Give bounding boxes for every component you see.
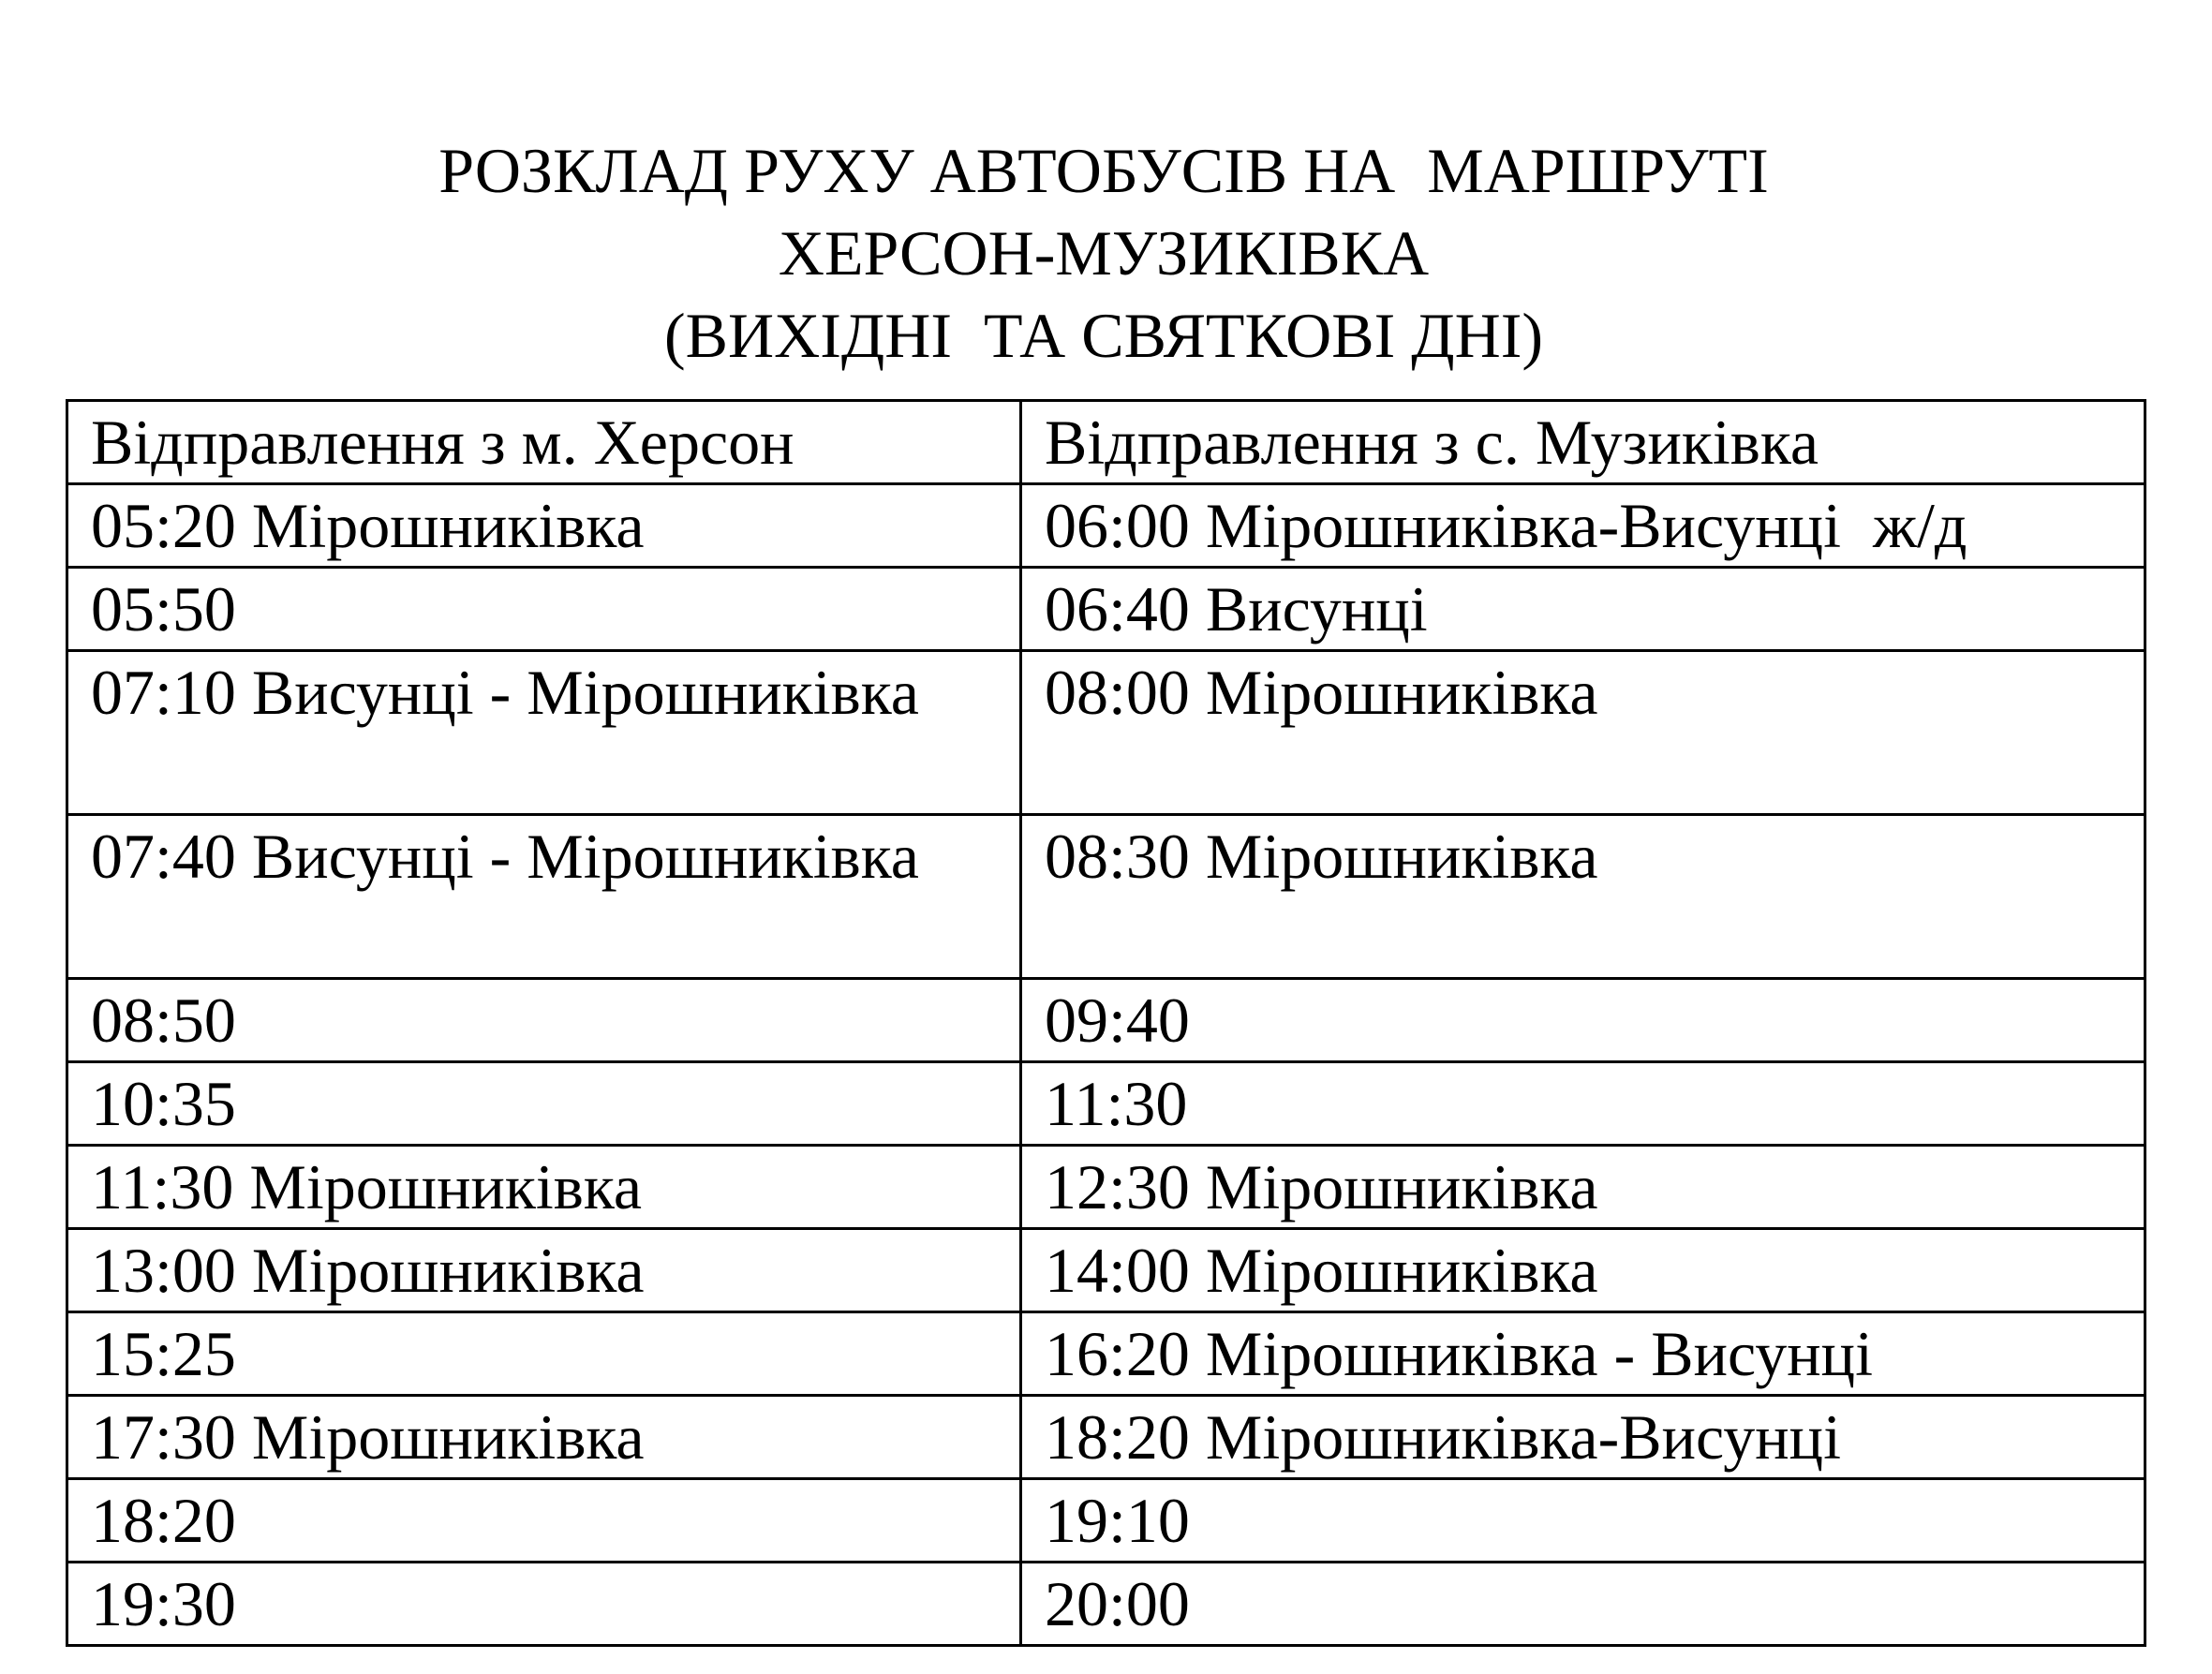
table-row bbox=[67, 1563, 2145, 1646]
departure-kherson-cell: 13:00 Мірошниківка bbox=[67, 1229, 1021, 1312]
departure-muzykivka-cell: 12:30 Мірошниківка bbox=[1021, 1146, 2145, 1229]
table-row bbox=[67, 1312, 2145, 1396]
departure-kherson-cell: 17:30 Мірошниківка bbox=[67, 1396, 1021, 1479]
schedule-table bbox=[66, 399, 2146, 1647]
departure-muzykivka-cell: 14:00 Мірошниківка bbox=[1021, 1229, 2145, 1312]
departure-muzykivka-cell: 18:20 Мірошниківка-Висунці bbox=[1021, 1396, 2145, 1479]
departure-kherson-cell: 07:10 Висунці - Мірошниківка bbox=[67, 651, 1021, 815]
departure-kherson-cell: 07:40 Висунці - Мірошниківка bbox=[67, 815, 1021, 979]
departure-kherson-cell: 08:50 bbox=[67, 979, 1021, 1062]
departure-kherson-cell: 05:20 Мірошниківка bbox=[67, 484, 1021, 568]
table-row bbox=[67, 651, 2145, 815]
table-row bbox=[67, 1396, 2145, 1479]
departure-muzykivka-cell: 19:10 bbox=[1021, 1479, 2145, 1563]
table-row bbox=[67, 1062, 2145, 1146]
departure-muzykivka-cell: 06:40 Висунці bbox=[1021, 568, 2145, 651]
departure-muzykivka-cell: 08:30 Мірошниківка bbox=[1021, 815, 2145, 979]
table-row bbox=[67, 1146, 2145, 1229]
column-header-kherson: Відправлення з м. Херсон bbox=[67, 401, 1021, 484]
table-row bbox=[67, 979, 2145, 1062]
departure-muzykivka-cell: 09:40 bbox=[1021, 979, 2145, 1062]
table-row bbox=[67, 815, 2145, 979]
table-row bbox=[67, 484, 2145, 568]
column-header-muzykivka: Відправлення з с. Музиківка bbox=[1021, 401, 2145, 484]
departure-muzykivka-cell: 08:00 Мірошниківка bbox=[1021, 651, 2145, 815]
title-line-1: РОЗКЛАД РУХУ АВТОБУСІВ НА МАРШРУТІ bbox=[438, 135, 1769, 206]
table-row bbox=[67, 1229, 2145, 1312]
schedule-title bbox=[66, 129, 2142, 377]
departure-kherson-cell: 19:30 bbox=[67, 1563, 1021, 1646]
table-row bbox=[67, 568, 2145, 651]
departure-kherson-cell: 10:35 bbox=[67, 1062, 1021, 1146]
departure-muzykivka-cell: 06:00 Мірошниківка-Висунці ж/д bbox=[1021, 484, 2145, 568]
title-line-3: (ВИХІДНІ ТА СВЯТКОВІ ДНІ) bbox=[663, 300, 1544, 371]
departure-muzykivka-cell: 20:00 bbox=[1021, 1563, 2145, 1646]
table-row bbox=[67, 1479, 2145, 1563]
title-line-2: ХЕРСОН-МУЗИКІВКА bbox=[778, 217, 1430, 289]
departure-kherson-cell: 18:20 bbox=[67, 1479, 1021, 1563]
departure-muzykivka-cell: 11:30 bbox=[1021, 1062, 2145, 1146]
departure-kherson-cell: 11:30 Мірошниківка bbox=[67, 1146, 1021, 1229]
departure-muzykivka-cell: 16:20 Мірошниківка - Висунці bbox=[1021, 1312, 2145, 1396]
table-header-row bbox=[67, 401, 2145, 484]
departure-kherson-cell: 15:25 bbox=[67, 1312, 1021, 1396]
departure-kherson-cell: 05:50 bbox=[67, 568, 1021, 651]
